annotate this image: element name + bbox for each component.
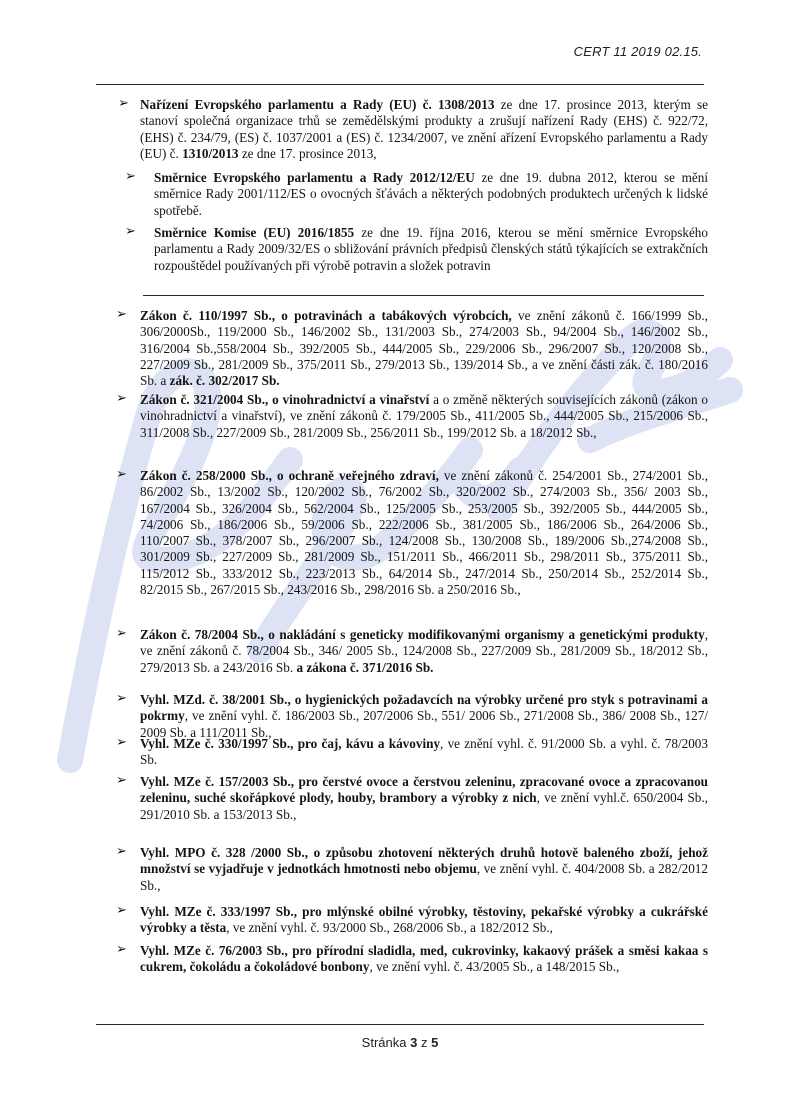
certificate-reference: CERT 11 2019 02.15. [573, 44, 702, 59]
regulation-text [140, 904, 708, 937]
regulation-text [140, 845, 708, 894]
regulation-title: Vyhl. MZe č. 76/2003 Sb., pro přírodní sladidla, med, cukrovinky, kakaový prášek a směsi kakaa s cukrem, čokoládu a čokoládové bonbony [140, 943, 708, 975]
regulation-title: Vyhl. MPO č. 328 /2000 Sb., o způsobu zhotovení některých druhů hotově baleného zboží, jehož množství se vyjadřuje v jednotkách hmotnosti nebo objemu [140, 845, 708, 877]
regulation-text [140, 943, 708, 976]
page-total: 5 [431, 1035, 439, 1050]
regulation-amendments: ve znění zákonů č. 254/2001 Sb., 274/2001 Sb., 86/2002 Sb., 13/2002 Sb., 120/2002 Sb., 76/2002 Sb., 320/2002 Sb., 274/2003 Sb., 356/ 2003 Sb., 167/2004 Sb., 326/2004 Sb., 562/2004 Sb., 125/2005 Sb., 253/2005 Sb., 392/2005 Sb., 444/2005 Sb., 74/2006 Sb., 186/2006 Sb., 59/2006 Sb., 222/2006 Sb., 381/2005 Sb., 186/2006 Sb., 264/2006 Sb., 110/2007 Sb., 378/2007 Sb., 296/2007 Sb., 124/2008 Sb., 130/2008 Sb., 189/2006 Sb.,274/2008 Sb., 301/2009 Sb., 227/2009 Sb., 281/2009 Sb., 151/2011 Sb., 466/2011 Sb., 298/2011 Sb., 375/2011 Sb., 115/2012 Sb., 333/2012 Sb., 223/2013 Sb., 64/2014 Sb., 247/2014 Sb., 250/2014 Sb., 252/2014 Sb., 82/2015 Sb., 267/2015 Sb., 243/2016 Sb., 298/2016 Sb. a 250/2016 Sb., [140, 468, 709, 598]
regulation-item [116, 692, 708, 741]
regulation-title: Směrnice Komise (EU) 2016/1855 [154, 225, 355, 240]
regulation-title: a zákona č. 371/2016 Sb. [296, 659, 434, 675]
regulation-amendments: , ve znění vyhl. č. 186/2003 Sb., 207/2006 Sb., 551/ 2006 Sb., 271/2008 Sb., 386/ 2008 Sb., 127/ 2009 Sb. a 111/2011 Sb., [140, 708, 708, 740]
regulation-amendments: a o změně některých souvisejících zákonů (zákon o vinohradnictví a vinařství), ve znění zákonů č. 179/2005 Sb., 411/2005 Sb., 444/2005 Sb., 215/2006 Sb., 311/2008 Sb., 227/2009 Sb., 281/2009 Sb., 256/2011 Sb., 199/2012 Sb. a 18/2012 Sb., [140, 392, 708, 440]
arrow-bullet-icon: ➢ [116, 391, 127, 406]
page-current: 3 [410, 1035, 418, 1050]
regulation-title: 1310/2013 [182, 145, 239, 161]
regulation-text [140, 692, 708, 741]
regulation-amendments: , ve znění vyhl. č. 93/2000 Sb., 268/2006 Sb., a 182/2012 Sb., [226, 920, 553, 936]
arrow-bullet-icon: ➢ [118, 96, 129, 111]
regulation-amendments: ze dne 17. prosince 2013, [238, 145, 377, 161]
regulation-text [140, 468, 708, 598]
regulation-title: Vyhl. MZe č. 157/2003 Sb., pro čerstvé ovoce a čerstvou zeleninu, zpracované ovoce a zpracovanou zeleninu, suché skořápkové plody, houby, brambory a výrobky z nich [140, 774, 708, 806]
regulation-item [116, 904, 708, 937]
arrow-bullet-icon: ➢ [116, 691, 127, 706]
arrow-bullet-icon: ➢ [116, 942, 127, 957]
regulation-item [116, 627, 708, 676]
regulation-amendments: , ve znění vyhl. č. 91/2000 Sb. a vyhl. č. 78/2003 Sb. [140, 736, 708, 768]
regulation-amendments: ze dne 19. dubna 2012, kterou se mění směrnice Rady 2001/112/ES o ovocných šťávách a některých podobných produktech určených k lidské spotřebě. [154, 170, 708, 218]
arrow-bullet-icon: ➢ [116, 903, 127, 918]
regulation-amendments: ve znění zákonů č. 166/1999 Sb., 306/2000Sb., 119/2000 Sb., 146/2002 Sb., 131/2003 Sb., 274/2003 Sb., 94/2004 Sb., 146/2002 Sb., 316/2004 Sb.,558/2004 Sb., 392/2005 Sb., 444/2005 Sb., 229/2006 Sb., 296/2007 Sb., 120/2008 Sb., 227/2009 Sb., 281/2009 Sb., 375/2011 Sb., 279/2013 Sb., 139/2014 Sb., a ve znění části zák. č. 180/2016 Sb. a [140, 308, 708, 389]
regulation-amendments: , ve znění vyhl. č. 43/2005 Sb., a 148/2015 Sb., [369, 959, 620, 975]
regulation-amendments: ze dne 19. října 2016, kterou se mění směrnice Evropského parlamentu a Rady 2009/32/ES o sbližování právních předpisů členských států týkajících se extrakčních rozpouštědel používaných při výrobě potravin a složek potravin [154, 225, 708, 273]
arrow-bullet-icon: ➢ [116, 735, 127, 750]
arrow-bullet-icon: ➢ [125, 224, 136, 239]
regulation-item [116, 736, 708, 769]
regulation-item [116, 774, 708, 823]
section-divider [143, 295, 704, 296]
page-of: z [420, 1035, 428, 1050]
arrow-bullet-icon: ➢ [116, 844, 127, 859]
regulation-item [116, 468, 708, 598]
regulation-item [116, 308, 708, 389]
regulation-amendments: , ve znění vyhl.č. 650/2004 Sb., 291/2010 Sb. a 153/2013 Sb., [140, 790, 708, 822]
regulation-title: Nařízení Evropského parlamentu a Rady (EU) č. 1308/2013 [140, 97, 495, 112]
regulation-title: Zákon č. 78/2004 Sb., o nakládání s geneticky modifikovanými organismy a genetickými produkty [140, 627, 705, 642]
regulation-item [125, 225, 708, 274]
regulation-title: Zákon č. 110/1997 Sb., o potravinách a tabákových výrobcích, [140, 308, 512, 323]
header-divider [96, 84, 704, 85]
arrow-bullet-icon: ➢ [125, 169, 136, 184]
regulation-text [140, 392, 708, 441]
regulation-title: Zákon č. 321/2004 Sb., o vinohradnictví a vinařství [140, 392, 430, 407]
regulation-text [140, 736, 708, 769]
arrow-bullet-icon: ➢ [116, 773, 127, 788]
arrow-bullet-icon: ➢ [116, 307, 127, 322]
regulation-title: Vyhl. MZe č. 333/1997 Sb., pro mlýnské obilné výrobky, těstoviny, pekařské výrobky a cukrářské výrobky a těsta [140, 904, 708, 936]
page-label: Stránka [361, 1035, 407, 1050]
regulation-text [154, 225, 708, 274]
regulation-title: Zákon č. 258/2000 Sb., o ochraně veřejného zdraví, [140, 468, 439, 483]
footer-divider [96, 1024, 704, 1025]
regulation-amendments: , ve znění vyhl. č. 404/2008 Sb. a 282/2012 Sb., [140, 861, 708, 893]
page-footer [0, 1035, 800, 1050]
regulation-amendments: ze dne 17. prosince 2013, kterým se stanoví společná organizace trhů se zemědělskými produkty a zrušují nařízení Rady (EHS) č. 922/72, (EHS) č. 234/79, (ES) č. 1037/2001 a (ES) č. 1234/2007, ve znění ařízení Evropského parlamentu a Rady (EU) č. [140, 97, 708, 161]
arrow-bullet-icon: ➢ [116, 626, 127, 641]
regulation-item [116, 943, 708, 976]
regulation-title: zák. č. 302/2017 Sb. [169, 373, 280, 389]
regulation-text [140, 308, 708, 389]
regulation-amendments: , ve znění zákonů č. 78/2004 Sb., 346/ 2005 Sb., 124/2008 Sb., 227/2009 Sb., 281/2009 Sb., 18/2012 Sb., 279/2013 Sb. a 243/2016 Sb. [140, 627, 708, 675]
regulation-item [116, 392, 708, 441]
regulation-title: Směrnice Evropského parlamentu a Rady 2012/12/EU [154, 170, 475, 185]
regulation-item [116, 845, 708, 894]
arrow-bullet-icon: ➢ [116, 467, 127, 482]
regulation-item [118, 97, 708, 162]
regulation-title: Vyhl. MZd. č. 38/2001 Sb., o hygienických požadavcích na výrobky určené pro styk s potravinami a pokrmy [140, 692, 708, 724]
regulation-text [140, 97, 708, 162]
regulation-title: Vyhl. MZe č. 330/1997 Sb., pro čaj, kávu a kávoviny [140, 736, 441, 751]
regulation-item [125, 170, 708, 219]
regulation-text [140, 627, 708, 676]
regulation-text [154, 170, 708, 219]
regulation-text [140, 774, 708, 823]
